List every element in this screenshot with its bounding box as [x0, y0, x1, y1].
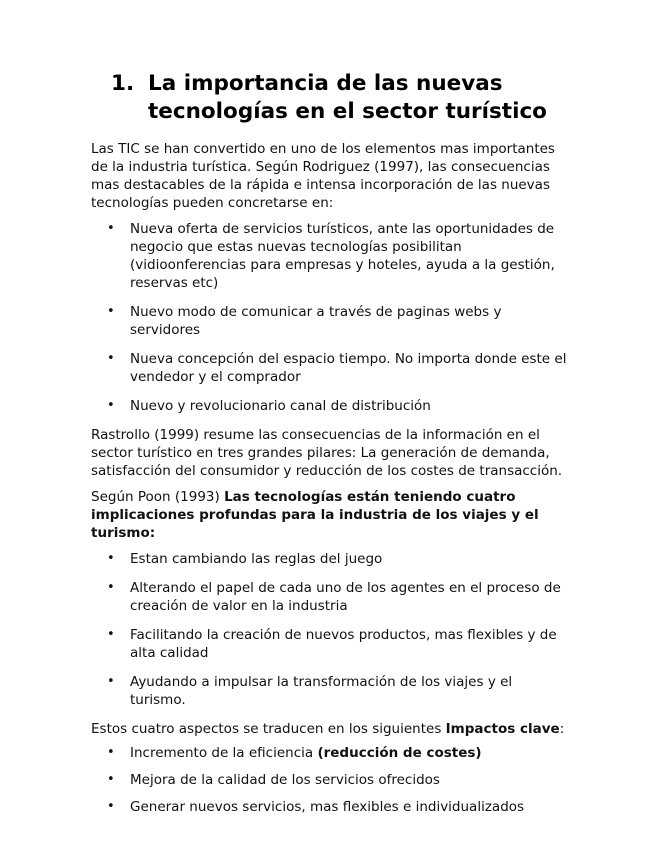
impacts-intro-prefix: Estos cuatro aspectos se traducen en los siguientes [91, 721, 446, 737]
impact-text: Generar nuevos servicios, mas flexibles e individualizados [130, 799, 525, 815]
section-heading [111, 70, 567, 126]
implication-item: • Facilitando la creación de nuevos productos, mas flexibles y de alta calidad [91, 626, 567, 662]
impacts-intro-suffix: : [559, 721, 565, 737]
intro-paragraph: Las TIC se han convertido en uno de los elementos mas importantes de la industria turística. Según Rodriguez (1997), las consecuencias mas destacables de la rápida e intensa incorporación de las nuevas tecnologías pueden concretarse en: [91, 141, 555, 211]
impacts-intro-bold: Impactos clave [445, 721, 560, 737]
consequence-item: • Nuevo modo de comunicar a través de paginas webs y servidores [91, 303, 567, 339]
consequence-item: • Nueva oferta de servicios turísticos, ante las oportunidades de negocio que estas nuevas tecnologías posibilitan (vidioonferencias para empresas y hoteles, ayuda a la gestión, reservas etc) [91, 220, 567, 292]
impacts-list [91, 744, 567, 816]
implication-item: • Estan cambiando las reglas del juego [91, 550, 567, 568]
implications-list [91, 550, 567, 709]
impact-item [91, 744, 567, 762]
impact-item [91, 798, 567, 816]
impacts-intro-paragraph [91, 720, 567, 738]
implication-item: • Alterando el papel de cada uno de los agentes en el proceso de creación de valor en la industria [91, 579, 567, 615]
poon-prefix: Según Poon (1993) [91, 489, 225, 505]
implication-item: • Ayudando a impulsar la transformación de los viajes y el turismo. [91, 673, 567, 709]
section-number: 1. [111, 71, 135, 96]
poon-bold-text: Las tecnologías están teniendo cuatro implicaciones profundas para la industria de los viajes y el turismo: [91, 489, 539, 541]
impact-item [91, 771, 567, 789]
impact-text: Incremento de la eficiencia [130, 745, 318, 761]
section-title: La importancia de las nuevas tecnologías en el sector turístico [148, 71, 547, 124]
poon-paragraph [91, 488, 567, 542]
consequence-item: • Nuevo y revolucionario canal de distribución [91, 397, 567, 415]
impact-text: Mejora de la calidad de los servicios ofrecidos [130, 772, 440, 788]
consequences-list [91, 220, 567, 415]
impact-bold-text: (reducción de costes) [317, 745, 482, 761]
consequence-item: • Nueva concepción del espacio tiempo. No importa donde este el vendedor y el comprador [91, 350, 567, 386]
rastrollo-paragraph: Rastrollo (1999) resume las consecuencias de la información en el sector turístico en tres grandes pilares: La generación de demanda, satisfacción del consumidor y reducción de los costes de transacción. [91, 427, 563, 479]
